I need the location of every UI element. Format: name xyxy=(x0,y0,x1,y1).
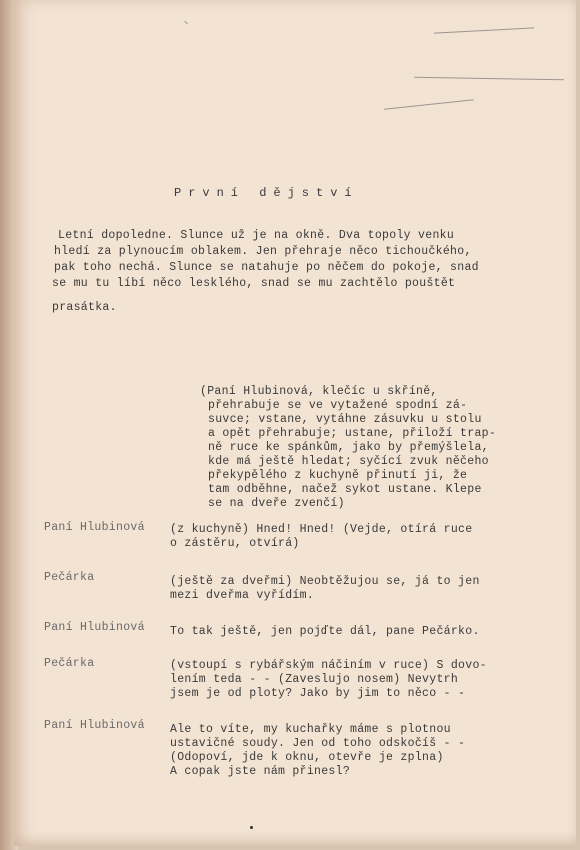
stage-line: se na dveře zvenčí) xyxy=(208,497,345,510)
speech-line: Ale to víte, my kuchařky máme s plotnou xyxy=(170,723,451,736)
stage-line: kde má ještě hledat; syčící zvuk něčeho xyxy=(208,455,489,468)
speaker-name: Pečárka xyxy=(44,657,95,670)
stage-line: ně ruce ke spánkům, jako by přemýšlela, xyxy=(208,441,489,454)
intro-line: prasátka. xyxy=(52,301,117,314)
intro-line: pak toho nechá. Slunce se natahuje po něčem do pokoje, snad xyxy=(54,261,479,274)
act-heading: První dějství xyxy=(174,186,359,200)
speech-line: jsem je od ploty? Jako by jim to něco - - xyxy=(170,687,466,700)
stage-line: tam odběhne, načež sykot ustane. Klepe xyxy=(208,483,482,496)
speaker-name: Paní Hlubinová xyxy=(44,719,145,732)
stage-line: a opět přehrabuje; ustane, přiloží trap- xyxy=(208,427,497,440)
intro-line: se mu tu líbí něco lesklého, snad se mu zachtělo pouštět xyxy=(52,277,456,290)
stage-line: suvce; vstane, vytáhne zásuvku u stolu xyxy=(208,413,482,426)
pencil-mark xyxy=(384,99,474,109)
stage-line: (Paní Hlubinová, klečíc u skříně, xyxy=(200,385,438,398)
speech-line: (Odopoví, jde k oknu, otevře je zplna) xyxy=(170,751,444,764)
speaker-name: Paní Hlubinová xyxy=(44,521,145,534)
speech-line: mezi dveřma vyřídím. xyxy=(170,589,315,602)
pencil-mark xyxy=(434,27,534,33)
speaker-name: Paní Hlubinová xyxy=(44,621,145,634)
typewritten-page xyxy=(14,0,576,846)
speech-line: A copak jste nám přinesl? xyxy=(170,765,351,778)
ink-speck xyxy=(250,826,253,829)
speech-line: (ještě za dveřmi) Neobtěžujou se, já to jen xyxy=(170,575,480,588)
stage-line: překypělého z kuchyně přinutí ji, že xyxy=(208,469,468,482)
intro-line: hledí za plynoucím oblakem. Jen přehraje něco tichoučkého, xyxy=(54,245,472,258)
speaker-name: Pečárka xyxy=(44,571,95,584)
speech-line: lením teda - - (Zaveslujo nosem) Nevytrh xyxy=(170,673,459,686)
speech-line: o zástěru, otvírá) xyxy=(170,537,300,550)
speech-line: (z kuchyně) Hned! Hned! (Vejde, otírá ruce xyxy=(170,523,473,536)
speech-line: To tak ještě, jen pojďte dál, pane Pečárko. xyxy=(170,625,480,638)
pencil-mark xyxy=(184,21,188,24)
intro-line: Letní dopoledne. Slunce už je na okně. Dva topoly venku xyxy=(58,229,455,242)
stage-line: přehrabuje se ve vytažené spodní zá- xyxy=(208,399,468,412)
speech-line: ustavičné soudy. Jen od toho odskočíš - - xyxy=(170,737,466,750)
speech-line: (vstoupí s rybářským náčiním v ruce) S dovo- xyxy=(170,659,487,672)
pencil-mark xyxy=(414,77,564,81)
